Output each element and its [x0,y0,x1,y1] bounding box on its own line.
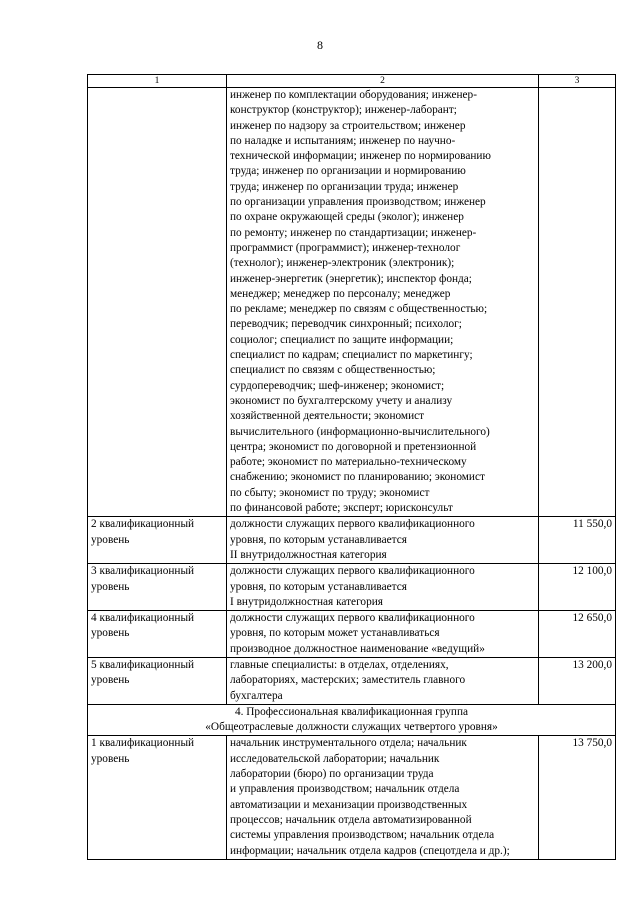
page-number: 8 [317,38,323,52]
group-heading-row [88,704,616,736]
positions-cell [227,564,539,611]
text-line: по ремонту; инженер по стандартизации; инженер- [230,226,477,239]
text-line: I внутридолжностная категория [230,595,383,608]
positions-cell [227,657,539,704]
text-line: и управления производством; начальник отдела [230,783,460,796]
text-line: специалист по связям с общественностью; [230,364,436,377]
text-line: (технолог); инженер-электроник (электроник); [230,257,455,270]
table-row [88,611,616,658]
salary-cell: 12 650,0 [539,611,616,658]
text-line: конструктор (конструктор); инженер-лаборант; [230,104,457,117]
text-line: хозяйственной деятельности; экономист [230,410,425,423]
group-heading-line-1: 4. Профессиональная квалификационная группа [234,705,469,718]
text-line: уровень [91,674,130,687]
text-line: работе; экономист по материально-техническому [230,456,467,469]
text-line: должности служащих первого квалификационного [230,612,475,625]
text-line: переводчик; переводчик синхронный; психолог; [230,318,462,331]
text-line: автоматизации и механизации производственных [230,798,468,811]
table-row-continuation [88,88,616,517]
level-cell [88,517,227,564]
text-line: сурдопереводчик; шеф-инженер; экономист; [230,379,445,392]
text-line: специалист по кадрам; специалист по маркетингу; [230,349,473,362]
text-line: по организации управления производством; инженер [230,196,486,209]
text-line: 4 квалификационный [91,612,195,625]
group-heading-line-2: «Общеотраслевые должности служащих четвертого уровня» [205,721,498,734]
text-line: начальник инструментального отдела; начальник [230,737,467,750]
text-line: 3 квалификационный [91,565,195,578]
text-line: социолог; специалист по защите информации; [230,333,454,346]
text-line: процессов; начальник отдела автоматизированной [230,813,472,826]
text-line: 2 квалификационный [91,518,195,531]
text-line: программист (программист); инженер-технолог [230,241,461,254]
text-line: производное должностное наименование «ведущий» [230,642,485,655]
text-line: 5 квалификационный [91,658,195,671]
text-line: по рекламе; менеджер по связям с общественностью; [230,303,488,316]
text-line: бухгалтера [230,689,283,702]
text-line: по сбыту; экономист по труду; экономист [230,486,430,499]
text-line: центра; экономист по договорной и претензионной [230,440,477,453]
header-col-2: 2 [227,75,539,88]
salary-cell: 13 750,0 [539,736,616,859]
level-cell [88,611,227,658]
text-line: уровень [91,580,130,593]
positions-cell [227,736,539,859]
text-line: инженер-энергетик (энергетик); инспектор фонда; [230,272,472,285]
text-line: уровень [91,627,130,640]
positions-cell [227,517,539,564]
text-line: по охране окружающей среды (эколог); инженер [230,211,464,224]
text-line: информации; начальник отдела кадров (спецотдела и др.); [230,844,510,857]
text-line: труда; инженер по организации и нормированию [230,165,466,178]
text-line: уровень [91,533,130,546]
table-header-row [88,75,616,88]
text-line: менеджер; менеджер по персоналу; менеджер [230,287,451,300]
text-line: снабжению; экономист по планированию; экономист [230,471,485,484]
group-heading [88,704,616,736]
text-line: лаборатории (бюро) по организации труда [230,768,434,781]
level-cell [88,657,227,704]
table-row-last [88,736,616,859]
text-line: исследовательской лаборатории; начальник [230,752,440,765]
salary-table [87,74,616,860]
salary-cell: 11 550,0 [539,517,616,564]
text-line: инженер по надзору за строительством; инженер [230,119,466,132]
positions-cell [227,611,539,658]
text-line: экономист по бухгалтерскому учету и анализу [230,394,453,407]
text-line: инженер по комплектации оборудования; инженер- [230,89,477,101]
level-cell [88,736,227,859]
text-line: II внутридолжностная категория [230,548,387,561]
salary-cell [539,88,616,517]
text-line: уровня, по которым может устанавливаться [230,627,440,640]
text-line: должности служащих первого квалификационного [230,518,475,531]
header-col-1: 1 [88,75,227,88]
text-line: по наладке и испытаниям; инженер по научно- [230,134,456,147]
level-line: уровень [91,752,130,765]
text-line: уровня, по которым устанавливается [230,533,407,546]
text-line: труда; инженер по организации труда; инженер [230,180,459,193]
level-cell [88,564,227,611]
text-line: технической информации; инженер по нормированию [230,150,491,163]
text-line: вычислительного (информационно-вычислительного) [230,425,490,438]
table-row [88,517,616,564]
text-line: главные специалисты: в отделах, отделениях, [230,658,449,671]
level-cell [88,88,227,517]
text-line: лабораториях, мастерских; заместитель главного [230,674,466,687]
text-line: системы управления производством; начальник отдела [230,829,495,842]
level-line: 1 квалификационный [91,737,195,750]
header-col-3: 3 [539,75,616,88]
text-line: по финансовой работе; эксперт; юрисконсульт [230,502,453,515]
salary-cell: 13 200,0 [539,657,616,704]
table-row [88,564,616,611]
positions-cell [227,88,539,517]
text-line: уровня, по которым устанавливается [230,580,407,593]
table-row [88,657,616,704]
salary-cell: 12 100,0 [539,564,616,611]
text-line: должности служащих первого квалификационного [230,565,475,578]
